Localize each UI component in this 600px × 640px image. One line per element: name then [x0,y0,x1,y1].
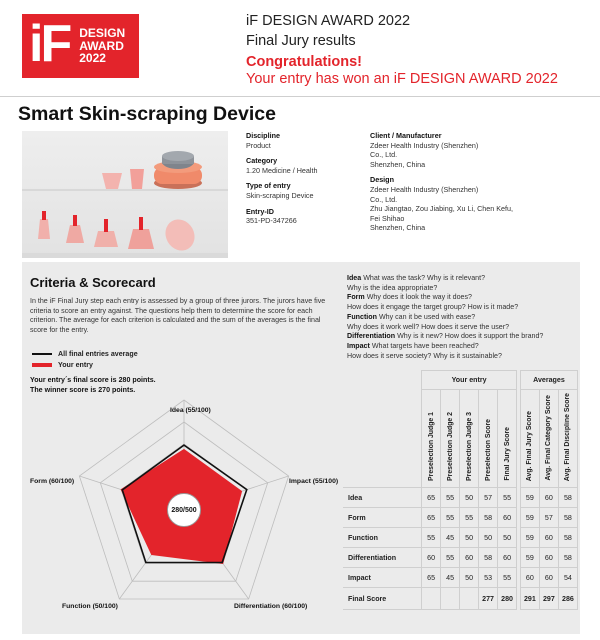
table-cell: 58 [479,508,498,528]
table-cell: 59 [520,508,539,528]
design-line: Zhu Jiangtao, Zou Jiabing, Xu Li, Chen Kefu, [370,204,514,214]
col-header: Avg. Final Jury Score [520,390,539,488]
design-line: Zdeer Health Industry (Shenzhen) [370,184,479,194]
type-of-entry-label: Type of entry [246,181,291,191]
congratulations-heading: Congratulations! [246,54,362,70]
score-table [343,370,578,610]
table-cell: 57 [479,488,498,508]
table-cell: 60 [498,508,517,528]
table-row [343,508,578,528]
score-summary [30,375,156,395]
table-group-header [343,371,578,390]
table-cell: 60 [460,548,479,568]
category-label: Category [246,156,278,166]
table-cell: 286 [558,588,577,610]
winner-message: Your entry has won an iF DESIGN AWARD 2022 [246,71,558,87]
table-cell: 55 [441,508,460,528]
table-cell: 291 [520,588,539,610]
table-cell: 65 [422,568,441,588]
table-cell: 45 [441,568,460,588]
question-form: Form Why does it look the way it does? [347,293,472,302]
discipline-label: Discipline [246,131,280,140]
table-cell: 58 [558,508,577,528]
row-label: Idea [343,488,422,508]
row-label: Differentiation [343,548,422,568]
question-function: Function Why can it be used with ease? [347,312,476,321]
table-cell: 50 [460,488,479,508]
table-cell: 280 [498,588,517,610]
scorecard-title: Criteria & Scorecard [30,275,156,290]
category-value: 1.20 Medicine / Health [246,165,318,175]
entry-id-label: Entry-ID [246,206,274,216]
table-cell: 59 [520,488,539,508]
table-row [343,488,578,508]
axis-label-form: Form (60/100) [30,478,75,485]
table-cell: 60 [539,528,558,548]
table-cell: 55 [460,508,479,528]
header-divider [0,96,600,97]
table-cell: 277 [479,588,498,610]
question-function-2: Why does it work well? How does it serve the user? [347,322,510,331]
table-cell: 58 [479,548,498,568]
table-cell: 65 [422,508,441,528]
axis-label-impact: Impact (55/100) [289,478,339,485]
table-cell: 50 [498,528,517,548]
table-cell: 50 [460,528,479,548]
row-label: Function [343,528,422,548]
logo-line-2: AWARD [79,38,124,53]
client-line: Co., Ltd. [370,150,398,160]
type-of-entry-value: Skin-scraping Device [246,190,314,200]
col-header: Avg. Final Category Score [539,390,558,488]
table-cell: 50 [479,528,498,548]
table-cell [441,588,460,610]
table-row [343,548,578,568]
table-cell: 60 [539,568,558,588]
radar-center-score: 280/500 [167,493,201,527]
legend-label-average: All final entries average [58,349,138,358]
product-title: Smart Skin-scraping Device [18,103,276,125]
table-cell: 59 [520,548,539,568]
table-cell: 50 [460,568,479,588]
table-cell: 60 [498,548,517,568]
logo-line-1: DESIGN [79,26,126,41]
client-label: Client / Manufacturer [370,131,442,140]
axis-label-idea: Idea (55/100) [170,407,211,414]
table-cell: 60 [539,488,558,508]
table-cell: 45 [441,528,460,548]
design-line: Co., Ltd. [370,194,398,204]
table-column-header [343,390,578,488]
row-label: Impact [343,568,422,588]
legend-item-average [32,348,138,359]
col-header: Preselection Score [479,390,498,488]
question-impact-2: How does it serve society? Why is it sustainable? [347,351,502,360]
table-cell: 58 [558,528,577,548]
table-row [343,528,578,548]
table-cell [422,588,441,610]
final-score-label: Final Score [343,588,422,610]
question-differentiation: Differentiation Why is it new? How does it support the brand? [347,332,544,341]
entry-details [246,131,346,226]
table-cell [460,588,479,610]
col-header: Preselection Judge 1 [422,390,441,488]
design-label: Design [370,175,394,185]
legend-swatch-average [32,353,52,355]
chart-legend [32,348,138,370]
table-cell: 58 [558,488,577,508]
legend-swatch-entry [32,363,52,367]
col-header: Final Jury Score [498,390,517,488]
final-score-text: Your entry´s final score is 280 points. [30,376,156,384]
design-line: Shenzhen, China [370,223,426,233]
table-cell: 55 [441,488,460,508]
question-idea-2: Why is the idea appropriate? [347,283,438,292]
table-cell: 57 [539,508,558,528]
design-line: Fei Shihao [370,213,405,223]
legend-label-entry: Your entry [58,360,93,369]
row-label: Form [343,508,422,528]
col-header: Avg. Final Discipline Score [558,390,577,488]
question-form-2: How does it engage the target group? How is it made? [347,303,519,312]
table-cell: 65 [422,488,441,508]
axis-label-function: Function (50/100) [62,603,118,610]
if-design-award-logo [22,14,139,78]
award-title: iF DESIGN AWARD 2022 [246,13,411,29]
question-idea: Idea What was the task? Why is it relevant? [347,274,486,282]
table-cell: 60 [422,548,441,568]
col-header: Preselection Judge 2 [441,390,460,488]
table-cell: 55 [441,548,460,568]
table-cell: 55 [498,488,517,508]
discipline-value: Product [246,140,271,150]
logo-line-3: 2022 [79,51,106,66]
col-header: Preselection Judge 3 [460,390,479,488]
table-cell: 297 [539,588,558,610]
table-row [343,568,578,588]
legend-item-entry [32,359,138,370]
table-cell: 60 [520,568,539,588]
axis-label-differentiation: Differentiation (60/100) [234,603,308,610]
client-line: Zdeer Health Industry (Shenzhen) [370,140,479,150]
scorecard-intro: In the iF Final Jury step each entry is assessed by a group of three jurors. The jurors have five criteria to score an entry against. The questions help them to determine the score for each criterion. The average for each criterion is calculated and the sum of the averages is the final score for the entry. [30,297,326,334]
results-subtitle: Final Jury results [246,33,356,49]
table-cell: 59 [520,528,539,548]
group-your-entry: Your entry [422,371,517,390]
logo-if-letters: iF [29,15,70,73]
question-impact: Impact What targets have been reached? [347,341,479,350]
product-illustration [22,131,228,258]
table-cell: 54 [558,568,577,588]
entry-id-value: 351-PD-347266 [246,216,297,226]
client-line: Shenzhen, China [370,159,426,169]
table-cell: 60 [539,548,558,568]
table-cell: 58 [558,548,577,568]
client-design-details [370,131,560,233]
criteria-questions [347,274,577,361]
group-averages: Averages [520,371,577,390]
table-cell: 55 [498,568,517,588]
table-final-row [343,588,578,610]
logo-text [79,27,125,65]
winner-score-text: The winner score is 270 points. [30,386,136,394]
table-cell: 53 [479,568,498,588]
product-photo [22,131,228,258]
table-cell: 55 [422,528,441,548]
